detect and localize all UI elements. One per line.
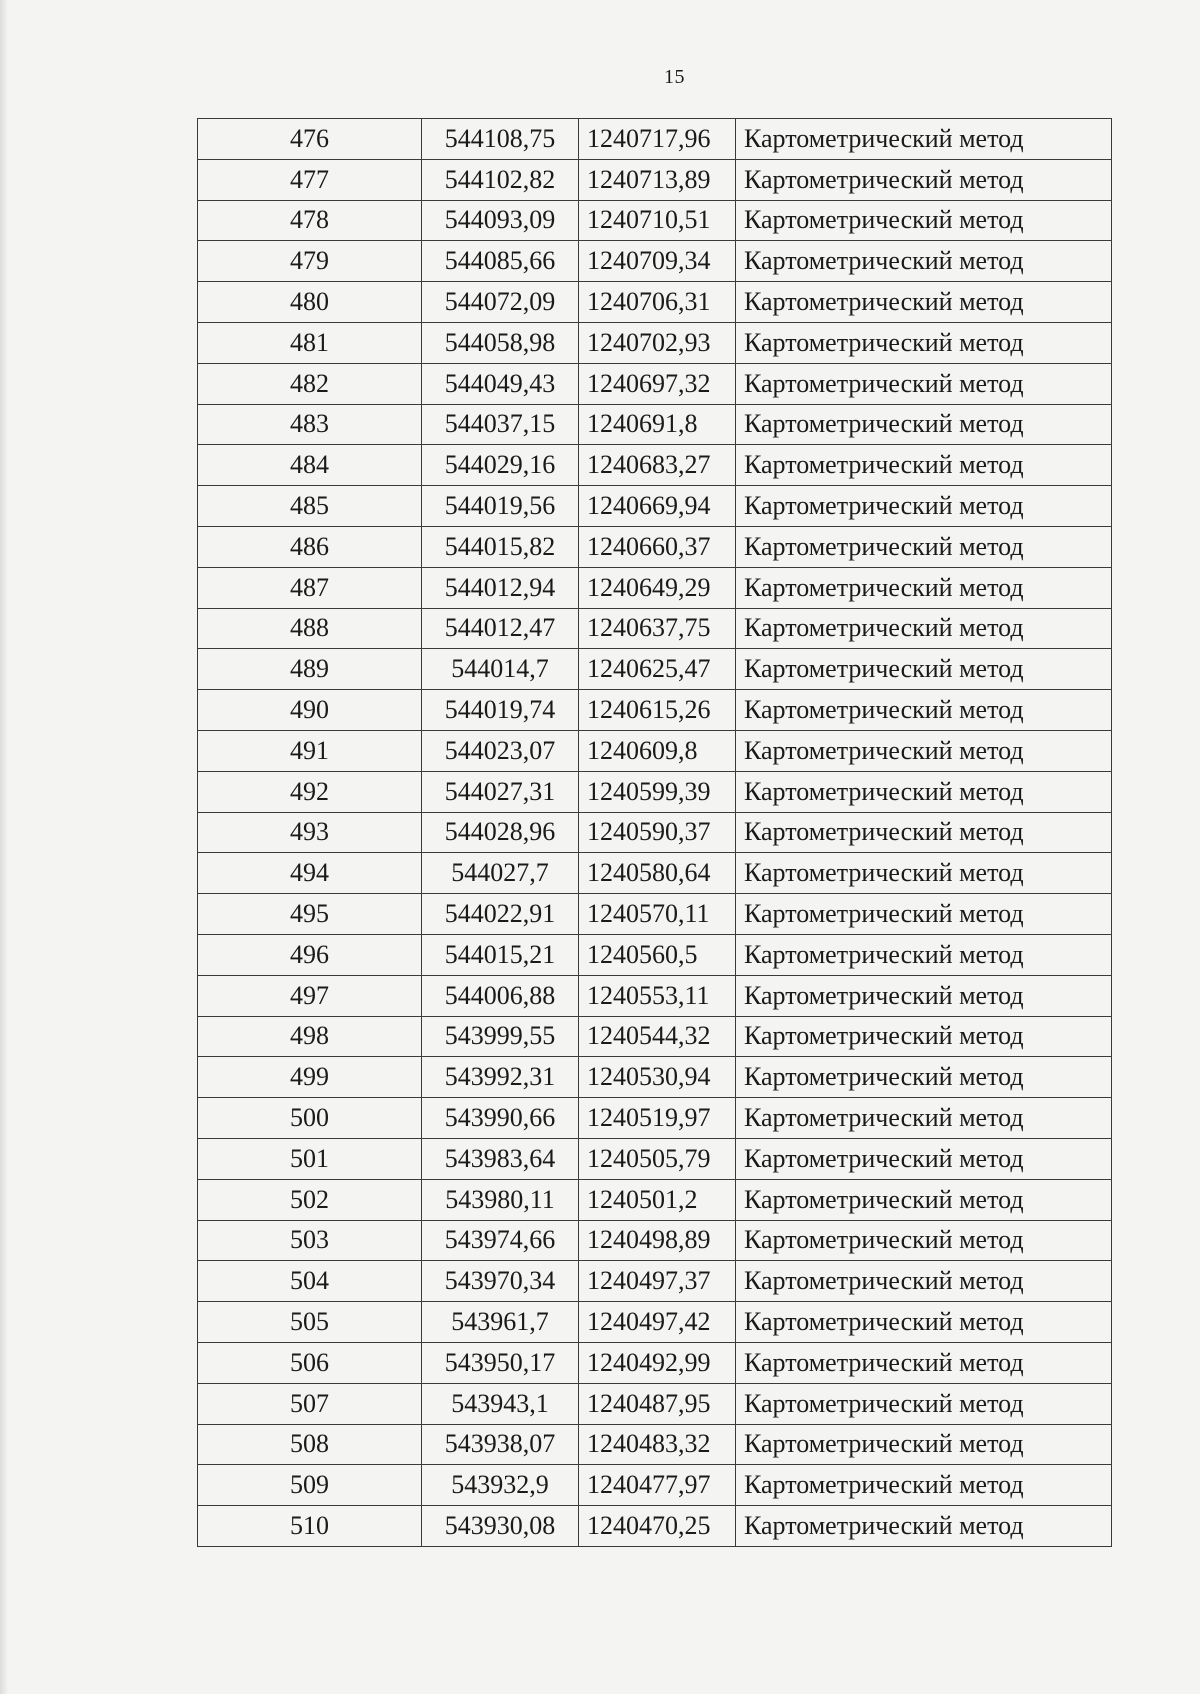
x-coordinate-cell: 544108,75 — [422, 119, 579, 160]
table-row — [198, 200, 1112, 241]
point-number-cell: 488 — [198, 608, 422, 649]
method-cell: Картометрический метод — [736, 159, 1112, 200]
method-cell: Картометрический метод — [736, 649, 1112, 690]
point-number-cell: 508 — [198, 1424, 422, 1465]
y-coordinate-cell: 1240649,29 — [579, 567, 736, 608]
y-coordinate-cell: 1240590,37 — [579, 812, 736, 853]
point-number-cell: 479 — [198, 241, 422, 282]
y-coordinate-cell: 1240637,75 — [579, 608, 736, 649]
table-row — [198, 567, 1112, 608]
point-number-cell: 510 — [198, 1506, 422, 1547]
y-coordinate-cell: 1240580,64 — [579, 853, 736, 894]
y-coordinate-cell: 1240615,26 — [579, 690, 736, 731]
point-number-cell: 502 — [198, 1179, 422, 1220]
method-cell: Картометрический метод — [736, 1220, 1112, 1261]
point-number-cell: 484 — [198, 445, 422, 486]
point-number-cell: 477 — [198, 159, 422, 200]
table-row — [198, 1342, 1112, 1383]
y-coordinate-cell: 1240599,39 — [579, 771, 736, 812]
point-number-cell: 476 — [198, 119, 422, 160]
x-coordinate-cell: 543950,17 — [422, 1342, 579, 1383]
x-coordinate-cell: 544037,15 — [422, 404, 579, 445]
table-row — [198, 119, 1112, 160]
table-row — [198, 1383, 1112, 1424]
point-number-cell: 503 — [198, 1220, 422, 1261]
table-row — [198, 363, 1112, 404]
y-coordinate-cell: 1240544,32 — [579, 1016, 736, 1057]
x-coordinate-cell: 544015,82 — [422, 526, 579, 567]
table-row — [198, 1465, 1112, 1506]
method-cell: Картометрический метод — [736, 1016, 1112, 1057]
table-row — [198, 486, 1112, 527]
point-number-cell: 481 — [198, 322, 422, 363]
method-cell: Картометрический метод — [736, 445, 1112, 486]
method-cell: Картометрический метод — [736, 1138, 1112, 1179]
x-coordinate-cell: 543943,1 — [422, 1383, 579, 1424]
method-cell: Картометрический метод — [736, 119, 1112, 160]
x-coordinate-cell: 544102,82 — [422, 159, 579, 200]
x-coordinate-cell: 544012,47 — [422, 608, 579, 649]
method-cell: Картометрический метод — [736, 1383, 1112, 1424]
x-coordinate-cell: 544072,09 — [422, 282, 579, 323]
point-number-cell: 492 — [198, 771, 422, 812]
method-cell: Картометрический метод — [736, 1424, 1112, 1465]
x-coordinate-cell: 543983,64 — [422, 1138, 579, 1179]
x-coordinate-cell: 544015,21 — [422, 934, 579, 975]
y-coordinate-cell: 1240553,11 — [579, 975, 736, 1016]
point-number-cell: 509 — [198, 1465, 422, 1506]
method-cell: Картометрический метод — [736, 486, 1112, 527]
table-row — [198, 975, 1112, 1016]
x-coordinate-cell: 544023,07 — [422, 730, 579, 771]
x-coordinate-cell: 543990,66 — [422, 1098, 579, 1139]
table-row — [198, 690, 1112, 731]
table-row — [198, 159, 1112, 200]
y-coordinate-cell: 1240625,47 — [579, 649, 736, 690]
table-row — [198, 445, 1112, 486]
x-coordinate-cell: 543999,55 — [422, 1016, 579, 1057]
table-row — [198, 812, 1112, 853]
point-number-cell: 494 — [198, 853, 422, 894]
point-number-cell: 501 — [198, 1138, 422, 1179]
x-coordinate-cell: 543961,7 — [422, 1302, 579, 1343]
y-coordinate-cell: 1240706,31 — [579, 282, 736, 323]
table-row — [198, 1138, 1112, 1179]
y-coordinate-cell: 1240487,95 — [579, 1383, 736, 1424]
method-cell: Картометрический метод — [736, 894, 1112, 935]
x-coordinate-cell: 544006,88 — [422, 975, 579, 1016]
table-row — [198, 649, 1112, 690]
x-coordinate-cell: 544019,56 — [422, 486, 579, 527]
table-row — [198, 1098, 1112, 1139]
point-number-cell: 483 — [198, 404, 422, 445]
table-row — [198, 608, 1112, 649]
y-coordinate-cell: 1240477,97 — [579, 1465, 736, 1506]
x-coordinate-cell: 544027,7 — [422, 853, 579, 894]
x-coordinate-cell: 543930,08 — [422, 1506, 579, 1547]
point-number-cell: 480 — [198, 282, 422, 323]
y-coordinate-cell: 1240709,34 — [579, 241, 736, 282]
method-cell: Картометрический метод — [736, 241, 1112, 282]
y-coordinate-cell: 1240691,8 — [579, 404, 736, 445]
point-number-cell: 489 — [198, 649, 422, 690]
table-row — [198, 404, 1112, 445]
x-coordinate-cell: 544093,09 — [422, 200, 579, 241]
table-row — [198, 1179, 1112, 1220]
table-row — [198, 1220, 1112, 1261]
method-cell: Картометрический метод — [736, 1179, 1112, 1220]
x-coordinate-cell: 543974,66 — [422, 1220, 579, 1261]
method-cell: Картометрический метод — [736, 526, 1112, 567]
y-coordinate-cell: 1240717,96 — [579, 119, 736, 160]
x-coordinate-cell: 543992,31 — [422, 1057, 579, 1098]
y-coordinate-cell: 1240660,37 — [579, 526, 736, 567]
point-number-cell: 504 — [198, 1261, 422, 1302]
method-cell: Картометрический метод — [736, 1302, 1112, 1343]
point-number-cell: 493 — [198, 812, 422, 853]
y-coordinate-cell: 1240492,99 — [579, 1342, 736, 1383]
table-row — [198, 241, 1112, 282]
method-cell: Картометрический метод — [736, 567, 1112, 608]
y-coordinate-cell: 1240497,37 — [579, 1261, 736, 1302]
x-coordinate-cell: 543938,07 — [422, 1424, 579, 1465]
point-number-cell: 487 — [198, 567, 422, 608]
method-cell: Картометрический метод — [736, 1261, 1112, 1302]
point-number-cell: 497 — [198, 975, 422, 1016]
x-coordinate-cell: 544014,7 — [422, 649, 579, 690]
y-coordinate-cell: 1240570,11 — [579, 894, 736, 935]
point-number-cell: 486 — [198, 526, 422, 567]
table-row — [198, 526, 1112, 567]
method-cell: Картометрический метод — [736, 771, 1112, 812]
y-coordinate-cell: 1240519,97 — [579, 1098, 736, 1139]
point-number-cell: 490 — [198, 690, 422, 731]
table-row — [198, 1302, 1112, 1343]
method-cell: Картометрический метод — [736, 975, 1112, 1016]
method-cell: Картометрический метод — [736, 404, 1112, 445]
x-coordinate-cell: 543970,34 — [422, 1261, 579, 1302]
y-coordinate-cell: 1240497,42 — [579, 1302, 736, 1343]
table-row — [198, 1057, 1112, 1098]
point-number-cell: 478 — [198, 200, 422, 241]
page-number: 15 — [664, 66, 685, 88]
x-coordinate-cell: 544049,43 — [422, 363, 579, 404]
y-coordinate-cell: 1240609,8 — [579, 730, 736, 771]
table-row — [198, 322, 1112, 363]
point-number-cell: 491 — [198, 730, 422, 771]
method-cell: Картометрический метод — [736, 730, 1112, 771]
method-cell: Картометрический метод — [736, 690, 1112, 731]
y-coordinate-cell: 1240560,5 — [579, 934, 736, 975]
x-coordinate-cell: 544058,98 — [422, 322, 579, 363]
point-number-cell: 500 — [198, 1098, 422, 1139]
table-row — [198, 1424, 1112, 1465]
y-coordinate-cell: 1240702,93 — [579, 322, 736, 363]
method-cell: Картометрический метод — [736, 282, 1112, 323]
method-cell: Картометрический метод — [736, 608, 1112, 649]
table-row — [198, 894, 1112, 935]
method-cell: Картометрический метод — [736, 1465, 1112, 1506]
point-number-cell: 496 — [198, 934, 422, 975]
y-coordinate-cell: 1240713,89 — [579, 159, 736, 200]
method-cell: Картометрический метод — [736, 1057, 1112, 1098]
table-row — [198, 730, 1112, 771]
y-coordinate-cell: 1240470,25 — [579, 1506, 736, 1547]
method-cell: Картометрический метод — [736, 1342, 1112, 1383]
point-number-cell: 495 — [198, 894, 422, 935]
point-number-cell: 505 — [198, 1302, 422, 1343]
point-number-cell: 506 — [198, 1342, 422, 1383]
x-coordinate-cell: 544019,74 — [422, 690, 579, 731]
x-coordinate-cell: 544029,16 — [422, 445, 579, 486]
y-coordinate-cell: 1240505,79 — [579, 1138, 736, 1179]
y-coordinate-cell: 1240498,89 — [579, 1220, 736, 1261]
point-number-cell: 482 — [198, 363, 422, 404]
table-row — [198, 1506, 1112, 1547]
point-number-cell: 485 — [198, 486, 422, 527]
point-number-cell: 507 — [198, 1383, 422, 1424]
table-row — [198, 771, 1112, 812]
table-row — [198, 853, 1112, 894]
table-row — [198, 934, 1112, 975]
x-coordinate-cell: 544027,31 — [422, 771, 579, 812]
method-cell: Картометрический метод — [736, 1098, 1112, 1139]
y-coordinate-cell: 1240530,94 — [579, 1057, 736, 1098]
method-cell: Картометрический метод — [736, 853, 1112, 894]
point-number-cell: 498 — [198, 1016, 422, 1057]
table-row — [198, 282, 1112, 323]
method-cell: Картометрический метод — [736, 363, 1112, 404]
x-coordinate-cell: 543980,11 — [422, 1179, 579, 1220]
method-cell: Картометрический метод — [736, 322, 1112, 363]
method-cell: Картометрический метод — [736, 934, 1112, 975]
x-coordinate-cell: 543932,9 — [422, 1465, 579, 1506]
y-coordinate-cell: 1240710,51 — [579, 200, 736, 241]
x-coordinate-cell: 544012,94 — [422, 567, 579, 608]
point-number-cell: 499 — [198, 1057, 422, 1098]
coordinates-table — [197, 118, 1112, 1547]
x-coordinate-cell: 544085,66 — [422, 241, 579, 282]
y-coordinate-cell: 1240697,32 — [579, 363, 736, 404]
y-coordinate-cell: 1240669,94 — [579, 486, 736, 527]
method-cell: Картометрический метод — [736, 1506, 1112, 1547]
table-row — [198, 1261, 1112, 1302]
table-row — [198, 1016, 1112, 1057]
method-cell: Картометрический метод — [736, 812, 1112, 853]
scan-edge-shadow — [0, 0, 8, 1694]
x-coordinate-cell: 544028,96 — [422, 812, 579, 853]
method-cell: Картометрический метод — [736, 200, 1112, 241]
y-coordinate-cell: 1240501,2 — [579, 1179, 736, 1220]
coordinates-table-body — [198, 119, 1112, 1547]
y-coordinate-cell: 1240483,32 — [579, 1424, 736, 1465]
y-coordinate-cell: 1240683,27 — [579, 445, 736, 486]
x-coordinate-cell: 544022,91 — [422, 894, 579, 935]
